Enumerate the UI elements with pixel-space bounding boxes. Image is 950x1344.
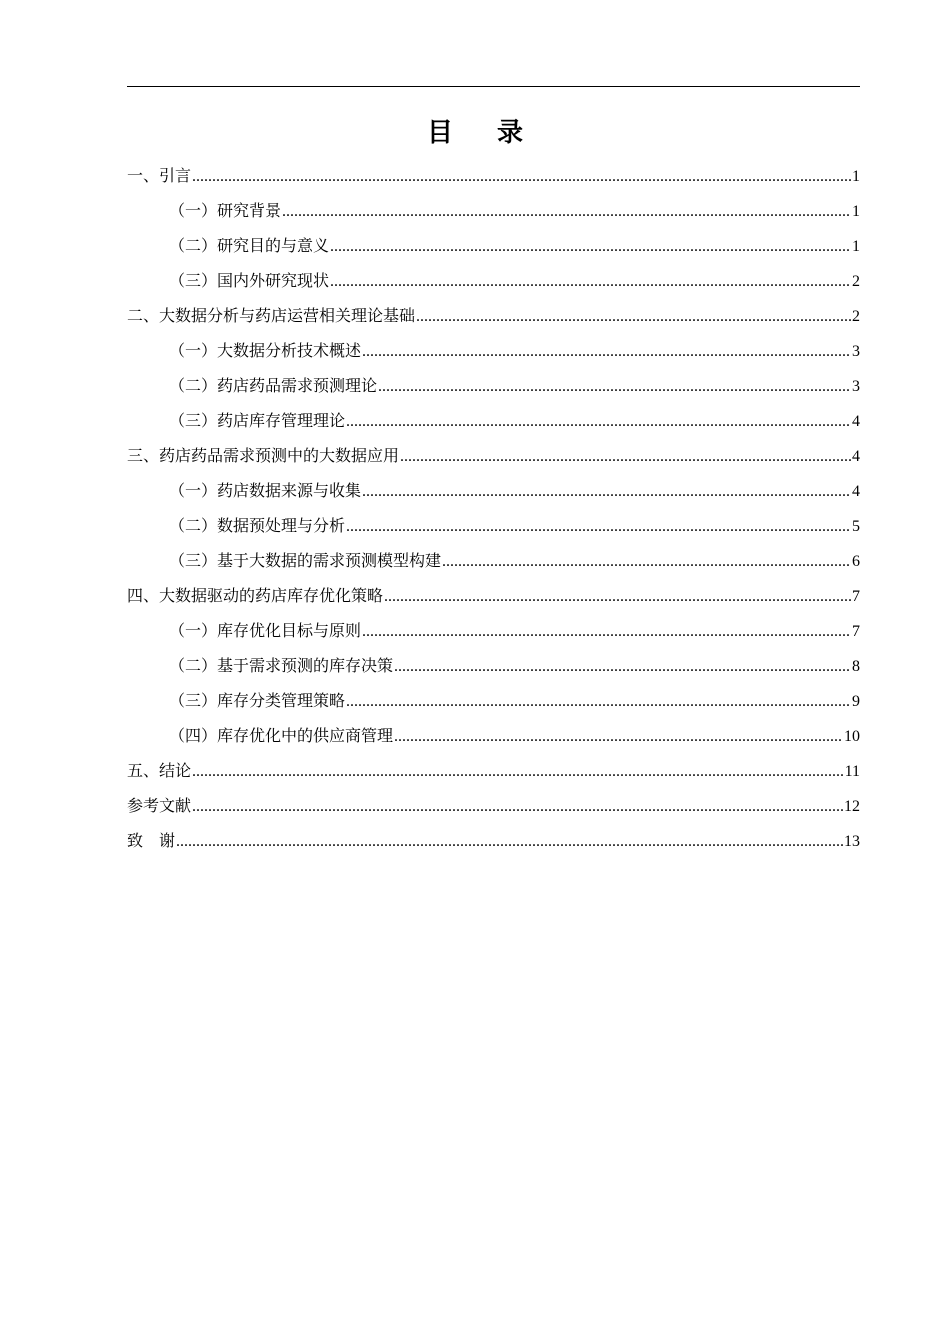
- toc-section-entry[interactable]: [127, 648, 860, 683]
- toc-dot-leader: [442, 544, 851, 579]
- toc-chapter-entry[interactable]: [127, 438, 860, 473]
- toc-page-number: 6: [852, 553, 860, 570]
- toc-page-number: 4: [852, 448, 860, 465]
- toc-chapter-entry[interactable]: [127, 823, 860, 858]
- toc-entry-title: （一）药店数据来源与收集: [169, 481, 362, 500]
- toc-page-number: 12: [844, 798, 860, 815]
- toc-page-number: 1: [852, 238, 860, 255]
- toc-chapter-entry[interactable]: [127, 578, 860, 613]
- toc-dot-leader: [192, 789, 843, 824]
- toc-entry-title: 四、大数据驱动的药店库存优化策略: [127, 586, 384, 605]
- toc-dot-leader: [400, 439, 851, 474]
- toc-page-number: 7: [852, 588, 860, 605]
- toc-entry-title: 五、结论: [127, 761, 192, 780]
- toc-dot-leader: [362, 614, 851, 649]
- toc-dot-leader: [330, 264, 851, 299]
- toc-page-number: 13: [844, 833, 860, 850]
- toc-page-number: 8: [852, 658, 860, 675]
- toc-page-number: 4: [852, 413, 860, 430]
- toc-dot-leader: [416, 299, 851, 334]
- toc-page-number: 7: [852, 623, 860, 640]
- toc-page-number: 3: [852, 343, 860, 360]
- toc-dot-leader: [192, 754, 844, 789]
- toc-section-entry[interactable]: [127, 403, 860, 438]
- toc-section-entry[interactable]: [127, 508, 860, 543]
- toc-dot-leader: [362, 474, 851, 509]
- toc-page-number: 1: [852, 168, 860, 185]
- toc-entry-title: （一）研究背景: [169, 201, 282, 220]
- toc-section-entry[interactable]: [127, 228, 860, 263]
- toc-entry-title: 三、药店药品需求预测中的大数据应用: [127, 446, 400, 465]
- table-of-contents: [127, 158, 860, 858]
- toc-section-entry[interactable]: [127, 333, 860, 368]
- toc-page-number: 11: [844, 763, 860, 780]
- toc-page-number: 4: [852, 483, 860, 500]
- toc-dot-leader: [192, 159, 851, 194]
- toc-page-number: 3: [852, 378, 860, 395]
- toc-dot-leader: [346, 684, 851, 719]
- toc-entry-title: 参考文献: [127, 796, 192, 815]
- toc-entry-title: 二、大数据分析与药店运营相关理论基础: [127, 306, 416, 325]
- toc-page-number: 2: [852, 273, 860, 290]
- toc-entry-title: （四）库存优化中的供应商管理: [169, 726, 394, 745]
- toc-dot-leader: [346, 509, 851, 544]
- toc-dot-leader: [176, 824, 843, 859]
- toc-page-number: 10: [844, 728, 860, 745]
- toc-chapter-entry[interactable]: [127, 788, 860, 823]
- toc-dot-leader: [282, 194, 851, 229]
- toc-section-entry[interactable]: [127, 193, 860, 228]
- toc-chapter-entry[interactable]: [127, 298, 860, 333]
- toc-entry-title: 一、引言: [127, 166, 192, 185]
- toc-entry-title: 致 谢: [127, 831, 176, 850]
- toc-entry-title: （二）研究目的与意义: [169, 236, 330, 255]
- toc-dot-leader: [378, 369, 851, 404]
- toc-dot-leader: [394, 649, 851, 684]
- toc-section-entry[interactable]: [127, 718, 860, 753]
- toc-entry-title: （三）库存分类管理策略: [169, 691, 346, 710]
- toc-chapter-entry[interactable]: [127, 753, 860, 788]
- toc-entry-title: （二）数据预处理与分析: [169, 516, 346, 535]
- toc-section-entry[interactable]: [127, 683, 860, 718]
- toc-section-entry[interactable]: [127, 613, 860, 648]
- toc-chapter-entry[interactable]: [127, 158, 860, 193]
- toc-page-number: 5: [852, 518, 860, 535]
- toc-page-number: 9: [852, 693, 860, 710]
- toc-dot-leader: [362, 334, 851, 369]
- toc-page-number: 1: [852, 203, 860, 220]
- toc-entry-title: （二）药店药品需求预测理论: [169, 376, 378, 395]
- toc-entry-title: （一）库存优化目标与原则: [169, 621, 362, 640]
- toc-entry-title: （三）基于大数据的需求预测模型构建: [169, 551, 442, 570]
- toc-page-number: 2: [852, 308, 860, 325]
- toc-entry-title: （三）药店库存管理理论: [169, 411, 346, 430]
- toc-section-entry[interactable]: [127, 473, 860, 508]
- toc-dot-leader: [346, 404, 851, 439]
- toc-dot-leader: [384, 579, 851, 614]
- toc-dot-leader: [394, 719, 843, 754]
- toc-entry-title: （一）大数据分析技术概述: [169, 341, 362, 360]
- page-title: [0, 116, 950, 150]
- toc-section-entry[interactable]: [127, 263, 860, 298]
- title-char-1: 目: [426, 118, 453, 148]
- toc-dot-leader: [330, 229, 851, 264]
- title-char-2: 录: [497, 118, 524, 148]
- toc-entry-title: （二）基于需求预测的库存决策: [169, 656, 394, 675]
- toc-entry-title: （三）国内外研究现状: [169, 271, 330, 290]
- toc-section-entry[interactable]: [127, 543, 860, 578]
- toc-section-entry[interactable]: [127, 368, 860, 403]
- header-rule: [127, 86, 860, 87]
